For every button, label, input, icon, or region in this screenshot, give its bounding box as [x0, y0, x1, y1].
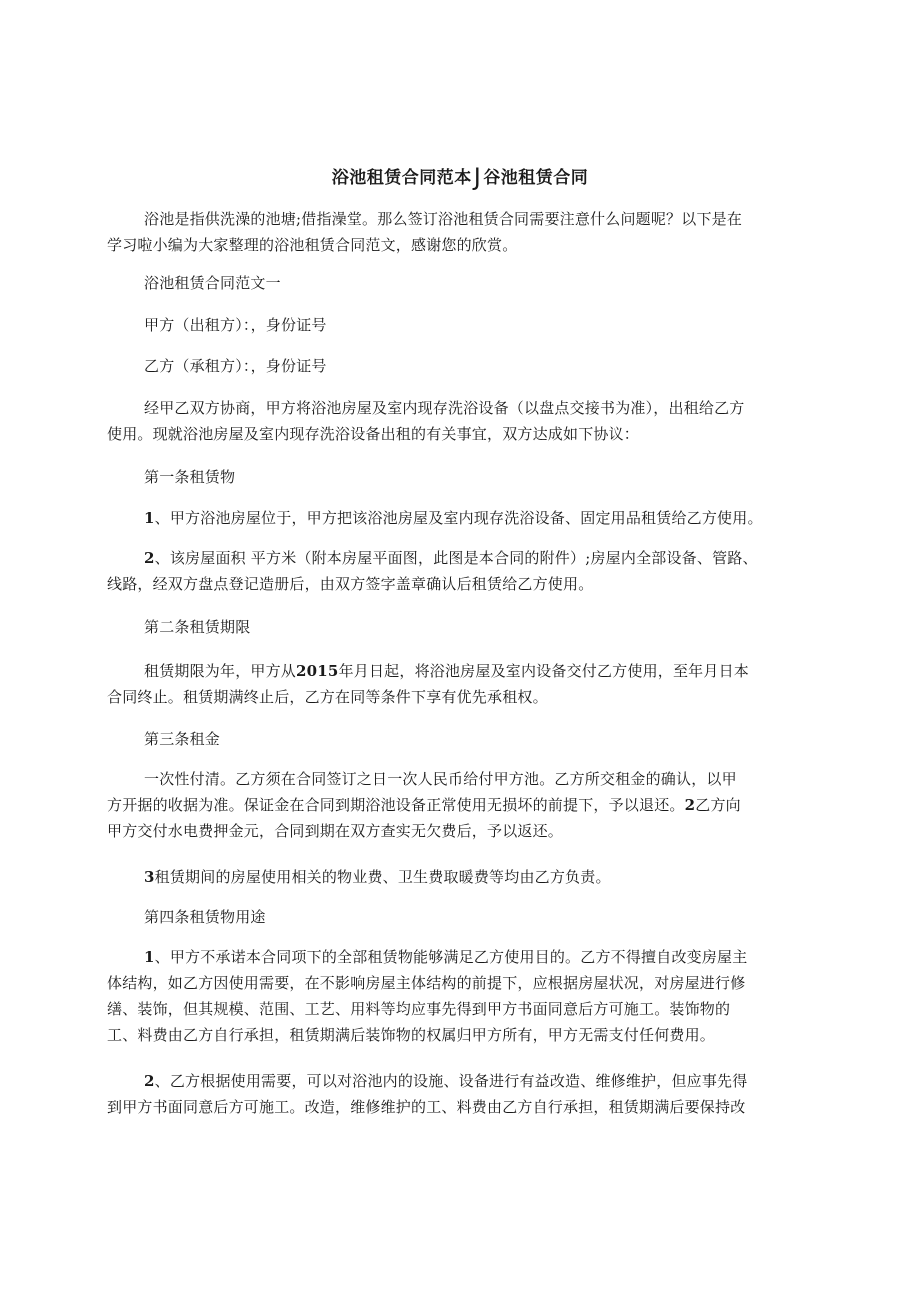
- preamble-line-1: 经甲乙双方协商，甲方将浴池房屋及室内现存洗浴设备（以盘点交接书为准），出租给乙方: [144, 399, 745, 417]
- rent-line-1: 一次性付清。乙方须在合同签订之日一次人民币给付甲方池。乙方所交租金的确认，以甲: [144, 770, 737, 788]
- title-main: 浴池租赁合同范本: [331, 168, 472, 188]
- item-text-line-2: 线路，经双方盘点登记造册后，由双方签字盖章确认后租赁给乙方使用。: [107, 575, 594, 593]
- rent-line-2-tail: 乙方向: [695, 796, 741, 814]
- term-text-a: 租赁期限为年，甲方从: [144, 662, 297, 680]
- term-line-2: 合同终止。租赁期满终止后，乙方在同等条件下享有优先承租权。: [107, 688, 548, 706]
- article-2-heading: 第二条租赁期限: [144, 618, 251, 636]
- term-year: 2015: [296, 662, 339, 680]
- intro-paragraph: [107, 206, 827, 258]
- item-number: 2: [144, 549, 155, 567]
- item-number: 2: [144, 1072, 155, 1090]
- intro-line-1: 浴池是指供洗澡的池塘;借指澡堂。那么签订浴池租赁合同需要注意什么问题呢？以下是在: [144, 210, 743, 228]
- article-1-item-1: [144, 505, 864, 531]
- item-number: 3: [144, 868, 155, 886]
- item-number: 1: [144, 948, 155, 966]
- preamble-paragraph: [107, 395, 827, 447]
- item-line-1: 、乙方根据使用需要，可以对浴池内的设施、设备进行有益改造、维修维护，但应事先得: [154, 1072, 748, 1090]
- article-3-item-3: [144, 864, 864, 890]
- article-1-item-2: [107, 545, 827, 597]
- preamble-line-2: 使用。现就浴池房屋及室内现存洗浴设备出租的有关事宜，双方达成如下协议：: [107, 425, 640, 443]
- rent-line-3: 甲方交付水电费押金元，合同到期在双方查实无欠费后，予以返还。: [107, 822, 564, 840]
- rent-item-number: 2: [684, 796, 696, 814]
- term-text-b: 年月日起，将浴池房屋及室内设备交付乙方使用，至年月日本: [338, 662, 749, 680]
- rent-line-2: 方开据的收据为准。保证金在合同到期浴池设备正常使用无损坏的前提下，予以退还。: [107, 796, 685, 814]
- item-number: 1: [144, 509, 155, 527]
- item-text-line-1: 、该房屋面积 平方米（附本房屋平面图，此图是本合同的附件）;房屋内全部设备、管路、: [154, 549, 758, 567]
- article-1-heading: 第一条租赁物: [144, 468, 236, 486]
- sample-heading: 浴池租赁合同范文一: [144, 274, 281, 292]
- intro-line-2: 学习啦小编为大家整理的浴池租赁合同范文，感谢您的欣赏。: [107, 236, 518, 254]
- document-title: [0, 163, 920, 191]
- title-rest: 谷池租赁合同: [483, 168, 589, 188]
- article-4-item-1: [107, 944, 827, 1048]
- item-line-3: 缮、装饰，但其规模、范围、工艺、用料等均应事先得到甲方书面同意后方可施工。装饰物的: [107, 1000, 731, 1018]
- item-text: 、甲方浴池房屋位于，甲方把该浴池房屋及室内现存洗浴设备、固定用品租赁给乙方使用。: [154, 509, 763, 527]
- article-2-paragraph: [107, 658, 827, 710]
- item-line-1: 、甲方不承诺本合同项下的全部租赁物能够满足乙方使用目的。乙方不得擅自改变房屋主: [154, 948, 748, 966]
- article-4-item-2: [107, 1068, 827, 1120]
- party-b-line: 乙方（承租方）：，身份证号: [144, 357, 327, 375]
- party-a-line: 甲方（出租方）：，身份证号: [144, 316, 327, 334]
- article-3-heading: 第三条租金: [144, 730, 221, 748]
- item-text: 租赁期间的房屋使用相关的物业费、卫生费取暖费等均由乙方负责。: [154, 868, 611, 886]
- item-line-2: 到甲方书面同意后方可施工。改造，维修维护的工、料费由乙方自行承担，租赁期满后要保持改: [107, 1098, 746, 1116]
- article-3-paragraph: [107, 766, 827, 844]
- item-line-2: 体结构，如乙方因使用需要，在不影响房屋主体结构的前提下，应根据房屋状况，对房屋进行修: [107, 974, 746, 992]
- title-mark: J: [473, 163, 482, 191]
- article-4-heading: 第四条租赁物用途: [144, 908, 266, 926]
- item-line-4: 工、料费由乙方自行承担，租赁期满后装饰物的权属归甲方所有，甲方无需支付任何费用。: [107, 1026, 716, 1044]
